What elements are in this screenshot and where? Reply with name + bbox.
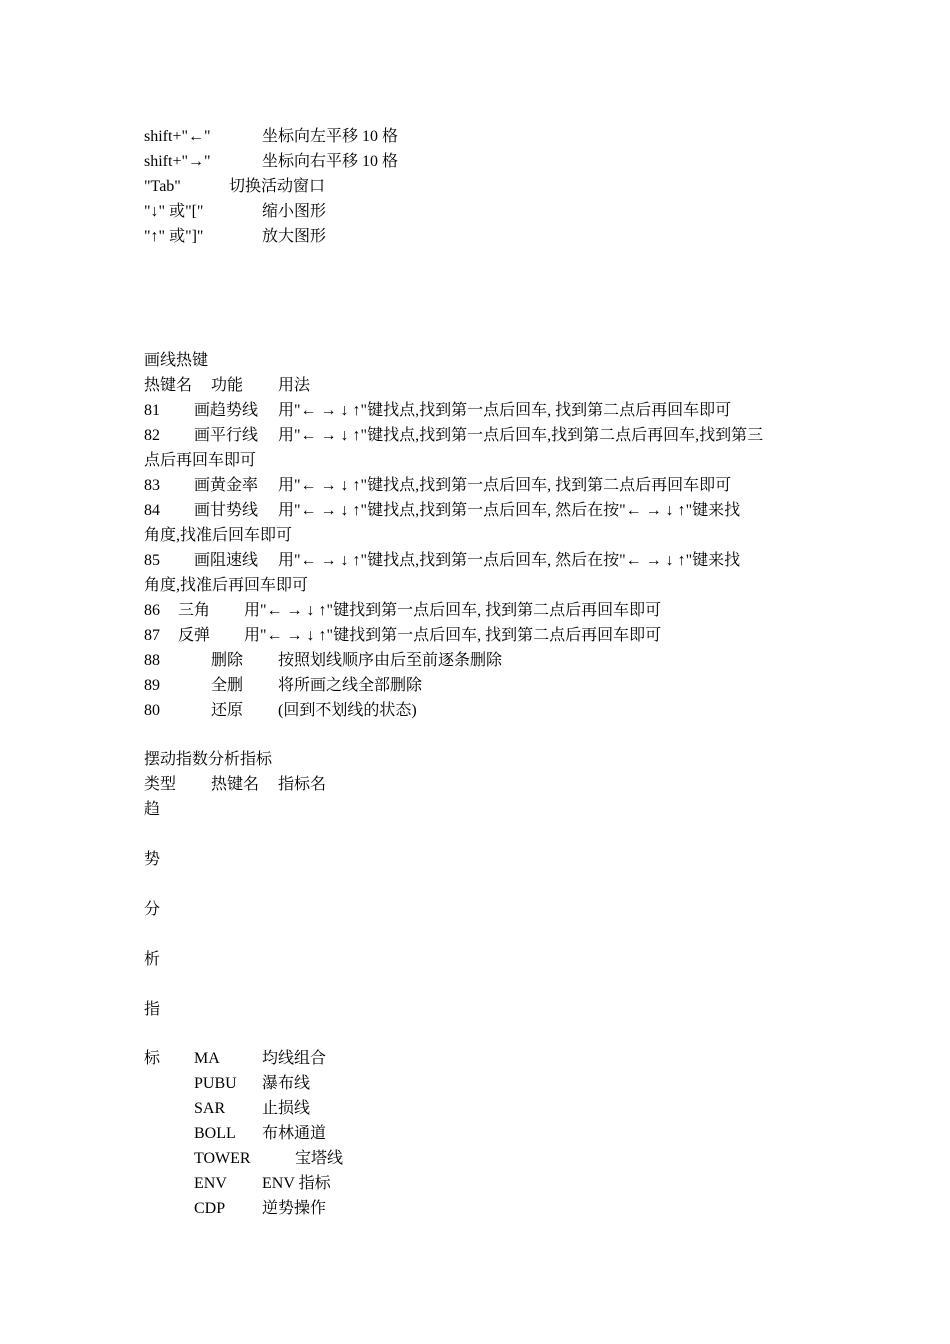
header-hotkey: 热键名: [211, 776, 260, 793]
hotkey-usage-continued: 点后再回车即可: [144, 452, 257, 469]
hotkey-usage-continued: 角度,找准后再回车即可: [144, 577, 309, 594]
header-indicator: 指标名: [278, 776, 327, 793]
type-char: 势: [144, 851, 161, 868]
indicator-name: 瀑布线: [262, 1075, 311, 1092]
hotkey-function: 全删: [211, 677, 244, 694]
hotkey-function: 画趋势线: [194, 402, 259, 419]
type-char: 析: [144, 951, 161, 968]
section-title: 画线热键: [144, 352, 209, 369]
header-usage: 用法: [278, 377, 311, 394]
hotkey-usage: 用"← → ↓ ↑"键找到第一点后回车, 找到第二点后再回车即可: [244, 602, 662, 619]
header-hotkey: 热键名: [144, 377, 193, 394]
indicator-name: 布林通道: [262, 1125, 327, 1142]
shortcut-key: shift+"→": [144, 153, 211, 170]
hotkey-usage-continued: 角度,找准后回车即可: [144, 527, 293, 544]
shortcut-key: "↓" 或"[": [144, 203, 204, 220]
hotkey-usage: 用"← → ↓ ↑"键找点,找到第一点后回车, 然后在按"← → ↓ ↑"键来找: [278, 502, 741, 519]
indicator-key: PUBU: [194, 1075, 237, 1092]
shortcut-key: "↑" 或"]": [144, 228, 204, 245]
hotkey-usage: (回到不划线的状态): [278, 702, 417, 719]
hotkey-code: 87: [144, 627, 160, 644]
shortcut-key: shift+"←": [144, 128, 211, 145]
type-char: 标: [144, 1050, 161, 1067]
hotkey-usage: 用"← → ↓ ↑"键找点,找到第一点后回车,找到第二点后再回车,找到第三: [278, 427, 764, 444]
shortcut-desc: 坐标向左平移 10 格: [262, 128, 399, 145]
hotkey-code: 89: [144, 677, 160, 694]
header-function: 功能: [211, 377, 244, 394]
hotkey-function: 画平行线: [194, 427, 259, 444]
indicator-name: 均线组合: [262, 1050, 327, 1067]
indicator-key: SAR: [194, 1100, 226, 1117]
hotkey-function: 画阻速线: [194, 552, 259, 569]
indicator-name: 止损线: [262, 1100, 311, 1117]
hotkey-usage: 用"← → ↓ ↑"键找点,找到第一点后回车, 然后在按"← → ↓ ↑"键来找: [278, 552, 741, 569]
type-char: 分: [144, 901, 161, 918]
hotkey-function: 还原: [211, 702, 244, 719]
hotkey-usage: 按照划线顺序由后至前逐条删除: [278, 652, 503, 669]
shortcut-desc: 切换活动窗口: [229, 178, 326, 195]
hotkey-code: 86: [144, 602, 160, 619]
hotkey-function: 三角: [178, 602, 211, 619]
hotkey-code: 85: [144, 552, 160, 569]
hotkey-function: 删除: [211, 652, 244, 669]
indicator-key: CDP: [194, 1200, 226, 1217]
shortcut-desc: 放大图形: [262, 228, 327, 245]
hotkey-usage: 用"← → ↓ ↑"键找点,找到第一点后回车, 找到第二点后再回车即可: [278, 402, 732, 419]
indicator-name: 宝塔线: [295, 1150, 344, 1167]
hotkey-function: 画黄金率: [194, 477, 259, 494]
type-char: 指: [144, 1001, 161, 1018]
indicator-key: BOLL: [194, 1125, 236, 1142]
hotkey-usage: 将所画之线全部删除: [278, 677, 423, 694]
hotkey-code: 88: [144, 652, 160, 669]
indicator-name: ENV 指标: [262, 1175, 331, 1192]
hotkey-function: 反弹: [178, 627, 211, 644]
indicator-key: ENV: [194, 1175, 227, 1192]
hotkey-code: 84: [144, 502, 160, 519]
hotkey-code: 82: [144, 427, 160, 444]
indicator-key: TOWER: [194, 1150, 251, 1167]
shortcut-desc: 缩小图形: [262, 203, 327, 220]
hotkey-usage: 用"← → ↓ ↑"键找到第一点后回车, 找到第二点后再回车即可: [244, 627, 662, 644]
shortcut-key: "Tab": [144, 178, 181, 195]
hotkey-code: 80: [144, 702, 160, 719]
indicator-name: 逆势操作: [262, 1200, 327, 1217]
indicator-key: MA: [194, 1050, 220, 1067]
type-char: 趋: [144, 801, 161, 818]
section-title: 摆动指数分析指标: [144, 751, 273, 768]
hotkey-usage: 用"← → ↓ ↑"键找点,找到第一点后回车, 找到第二点后再回车即可: [278, 477, 732, 494]
hotkey-code: 83: [144, 477, 160, 494]
shortcut-desc: 坐标向右平移 10 格: [262, 153, 399, 170]
header-type: 类型: [144, 776, 177, 793]
hotkey-code: 81: [144, 402, 160, 419]
hotkey-function: 画甘势线: [194, 502, 259, 519]
